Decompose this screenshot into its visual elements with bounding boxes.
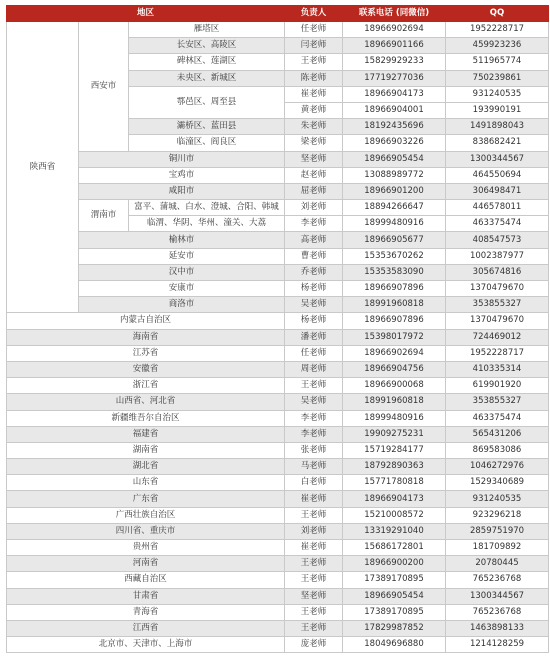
qq-cell: 408547573	[446, 232, 549, 248]
qq-cell: 765236768	[446, 604, 549, 620]
table-row	[7, 378, 549, 394]
phone-cell: 18966902694	[343, 22, 446, 38]
table-row	[7, 345, 549, 361]
area-cell: 雁塔区	[129, 22, 285, 38]
phone-cell: 15686172801	[343, 540, 446, 556]
person-cell: 陈老师	[285, 70, 343, 86]
city-xian: 西安市	[79, 22, 129, 152]
table-row	[7, 523, 549, 539]
qq-cell: 1952228717	[446, 22, 549, 38]
qq-cell: 619901920	[446, 378, 549, 394]
area-cell: 新疆维吾尔自治区	[7, 410, 285, 426]
person-cell: 李老师	[285, 426, 343, 442]
person-cell: 乔老师	[285, 264, 343, 280]
phone-cell: 15771780818	[343, 475, 446, 491]
area-cell: 安康市	[79, 281, 285, 297]
area-cell: 广西壮族自治区	[7, 507, 285, 523]
phone-cell: 15210008572	[343, 507, 446, 523]
qq-cell: 1214128259	[446, 637, 549, 653]
person-cell: 李老师	[285, 410, 343, 426]
phone-cell: 18966902694	[343, 345, 446, 361]
qq-cell: 1300344567	[446, 588, 549, 604]
phone-cell: 18792890363	[343, 459, 446, 475]
area-cell: 富平、蒲城、白水、澄城、合阳、韩城	[129, 200, 285, 216]
phone-cell: 18966907896	[343, 313, 446, 329]
person-cell: 王老师	[285, 620, 343, 636]
qq-cell: 410335314	[446, 361, 549, 377]
person-cell: 朱老师	[285, 119, 343, 135]
qq-cell: 931240535	[446, 86, 549, 102]
table-row	[7, 313, 549, 329]
person-cell: 梁老师	[285, 135, 343, 151]
phone-cell: 18966900200	[343, 556, 446, 572]
qq-cell: 1529340689	[446, 475, 549, 491]
table-row	[7, 556, 549, 572]
table-row	[7, 442, 549, 458]
person-cell: 王老师	[285, 54, 343, 70]
area-cell: 广东省	[7, 491, 285, 507]
area-cell: 商洛市	[79, 297, 285, 313]
area-cell: 灞桥区、蓝田县	[129, 119, 285, 135]
area-cell: 汉中市	[79, 264, 285, 280]
phone-cell: 17829987852	[343, 620, 446, 636]
area-cell: 榆林市	[79, 232, 285, 248]
person-cell: 李老师	[285, 216, 343, 232]
table-row	[7, 540, 549, 556]
qq-cell: 1300344567	[446, 151, 549, 167]
person-cell: 崔老师	[285, 86, 343, 102]
qq-cell: 724469012	[446, 329, 549, 345]
qq-cell: 1046272976	[446, 459, 549, 475]
qq-cell: 1952228717	[446, 345, 549, 361]
phone-cell: 13088989772	[343, 167, 446, 183]
table-row	[7, 361, 549, 377]
table-row	[7, 151, 549, 167]
person-cell: 吴老师	[285, 394, 343, 410]
area-cell: 内蒙古自治区	[7, 313, 285, 329]
table-row	[7, 637, 549, 653]
person-cell: 杨老师	[285, 313, 343, 329]
person-cell: 潘老师	[285, 329, 343, 345]
area-cell: 长安区、高陵区	[129, 38, 285, 54]
phone-cell: 17389170895	[343, 604, 446, 620]
person-cell: 坚老师	[285, 151, 343, 167]
province-shaanxi: 陕西省	[7, 22, 79, 313]
phone-cell: 18966904001	[343, 102, 446, 118]
qq-cell: 306498471	[446, 183, 549, 199]
person-cell: 王老师	[285, 556, 343, 572]
phone-cell: 18049696880	[343, 637, 446, 653]
person-cell: 赵老师	[285, 167, 343, 183]
phone-cell: 18966900068	[343, 378, 446, 394]
qq-cell: 1370479670	[446, 313, 549, 329]
person-cell: 周老师	[285, 361, 343, 377]
header-person: 负责人	[285, 6, 343, 22]
header-qq: QQ	[446, 6, 549, 22]
person-cell: 崔老师	[285, 491, 343, 507]
table-row	[7, 459, 549, 475]
qq-cell: 464550694	[446, 167, 549, 183]
table-row	[7, 410, 549, 426]
area-cell: 湖南省	[7, 442, 285, 458]
table-row	[7, 264, 549, 280]
table-row	[7, 507, 549, 523]
phone-cell: 18966904173	[343, 86, 446, 102]
person-cell: 坚老师	[285, 588, 343, 604]
person-cell: 王老师	[285, 507, 343, 523]
area-cell: 山西省、河北省	[7, 394, 285, 410]
table-row	[7, 248, 549, 264]
area-cell: 临渭、华阴、华州、潼关、大荔	[129, 216, 285, 232]
person-cell: 张老师	[285, 442, 343, 458]
phone-cell: 18999480916	[343, 410, 446, 426]
table-row	[7, 394, 549, 410]
area-cell: 四川省、重庆市	[7, 523, 285, 539]
qq-cell: 20780445	[446, 556, 549, 572]
area-cell: 北京市、天津市、上海市	[7, 637, 285, 653]
area-cell: 福建省	[7, 426, 285, 442]
qq-cell: 1002387977	[446, 248, 549, 264]
table-row	[7, 604, 549, 620]
qq-cell: 463375474	[446, 410, 549, 426]
phone-cell: 18966901166	[343, 38, 446, 54]
person-cell: 王老师	[285, 378, 343, 394]
phone-cell: 17719277036	[343, 70, 446, 86]
qq-cell: 353855327	[446, 297, 549, 313]
qq-cell: 1491898043	[446, 119, 549, 135]
phone-cell: 15353583090	[343, 264, 446, 280]
phone-cell: 18966905454	[343, 151, 446, 167]
phone-cell: 18192435696	[343, 119, 446, 135]
phone-cell: 13319291040	[343, 523, 446, 539]
phone-cell: 19909275231	[343, 426, 446, 442]
area-cell: 海南省	[7, 329, 285, 345]
area-cell: 铜川市	[79, 151, 285, 167]
phone-cell: 18991960818	[343, 394, 446, 410]
qq-cell: 1370479670	[446, 281, 549, 297]
qq-cell: 181709892	[446, 540, 549, 556]
phone-cell: 18894266647	[343, 200, 446, 216]
phone-cell: 18991960818	[343, 297, 446, 313]
table-row	[7, 232, 549, 248]
person-cell: 马老师	[285, 459, 343, 475]
person-cell: 王老师	[285, 604, 343, 620]
phone-cell: 15353670262	[343, 248, 446, 264]
header-row	[7, 6, 549, 22]
person-cell: 闫老师	[285, 38, 343, 54]
area-cell: 河南省	[7, 556, 285, 572]
table-row	[7, 297, 549, 313]
table-row	[7, 200, 549, 216]
phone-cell: 17389170895	[343, 572, 446, 588]
qq-cell: 193990191	[446, 102, 549, 118]
qq-cell: 2859751970	[446, 523, 549, 539]
qq-cell: 446578011	[446, 200, 549, 216]
area-cell: 安徽省	[7, 361, 285, 377]
phone-cell: 15829929233	[343, 54, 446, 70]
person-cell: 庞老师	[285, 637, 343, 653]
qq-cell: 565431206	[446, 426, 549, 442]
table-row	[7, 572, 549, 588]
person-cell: 吴老师	[285, 297, 343, 313]
qq-cell: 305674816	[446, 264, 549, 280]
table-row	[7, 22, 549, 38]
contact-table	[6, 5, 549, 653]
table-row	[7, 329, 549, 345]
area-cell: 西藏自治区	[7, 572, 285, 588]
phone-cell: 18966904756	[343, 361, 446, 377]
qq-cell: 765236768	[446, 572, 549, 588]
phone-cell: 18966904173	[343, 491, 446, 507]
person-cell: 王老师	[285, 572, 343, 588]
person-cell: 刘老师	[285, 200, 343, 216]
person-cell: 高老师	[285, 232, 343, 248]
area-cell: 咸阳市	[79, 183, 285, 199]
person-cell: 黄老师	[285, 102, 343, 118]
qq-cell: 931240535	[446, 491, 549, 507]
area-cell: 宝鸡市	[79, 167, 285, 183]
qq-cell: 1463898133	[446, 620, 549, 636]
area-cell: 贵州省	[7, 540, 285, 556]
table-row	[7, 426, 549, 442]
table-row	[7, 620, 549, 636]
qq-cell: 511965774	[446, 54, 549, 70]
phone-cell: 18966905454	[343, 588, 446, 604]
qq-cell: 923296218	[446, 507, 549, 523]
table-row	[7, 183, 549, 199]
area-cell: 湖北省	[7, 459, 285, 475]
phone-cell: 18999480916	[343, 216, 446, 232]
city-weinan: 渭南市	[79, 200, 129, 232]
qq-cell: 463375474	[446, 216, 549, 232]
person-cell: 杨老师	[285, 281, 343, 297]
header-region: 地区	[7, 6, 285, 22]
phone-cell: 18966907896	[343, 281, 446, 297]
person-cell: 屈老师	[285, 183, 343, 199]
table-row	[7, 588, 549, 604]
person-cell: 曹老师	[285, 248, 343, 264]
area-cell: 碑林区、莲湖区	[129, 54, 285, 70]
person-cell: 任老师	[285, 345, 343, 361]
area-cell: 延安市	[79, 248, 285, 264]
phone-cell: 15719284177	[343, 442, 446, 458]
person-cell: 任老师	[285, 22, 343, 38]
qq-cell: 838682421	[446, 135, 549, 151]
person-cell: 白老师	[285, 475, 343, 491]
qq-cell: 353855327	[446, 394, 549, 410]
qq-cell: 750239861	[446, 70, 549, 86]
qq-cell: 459923236	[446, 38, 549, 54]
area-cell: 临潼区、阎良区	[129, 135, 285, 151]
area-cell: 未央区、新城区	[129, 70, 285, 86]
area-cell: 浙江省	[7, 378, 285, 394]
table-row	[7, 281, 549, 297]
qq-cell: 869583086	[446, 442, 549, 458]
area-cell: 山东省	[7, 475, 285, 491]
person-cell: 崔老师	[285, 540, 343, 556]
header-phone: 联系电话 (同微信)	[343, 6, 446, 22]
phone-cell: 18966903226	[343, 135, 446, 151]
phone-cell: 15398017972	[343, 329, 446, 345]
table-row	[7, 475, 549, 491]
area-cell: 江西省	[7, 620, 285, 636]
phone-cell: 18966901200	[343, 183, 446, 199]
phone-cell: 18966905677	[343, 232, 446, 248]
person-cell: 刘老师	[285, 523, 343, 539]
table-row	[7, 491, 549, 507]
area-cell: 青海省	[7, 604, 285, 620]
area-cell: 甘肃省	[7, 588, 285, 604]
area-cell: 江苏省	[7, 345, 285, 361]
table-row	[7, 167, 549, 183]
area-cell: 鄠邑区、周至县	[129, 86, 285, 118]
